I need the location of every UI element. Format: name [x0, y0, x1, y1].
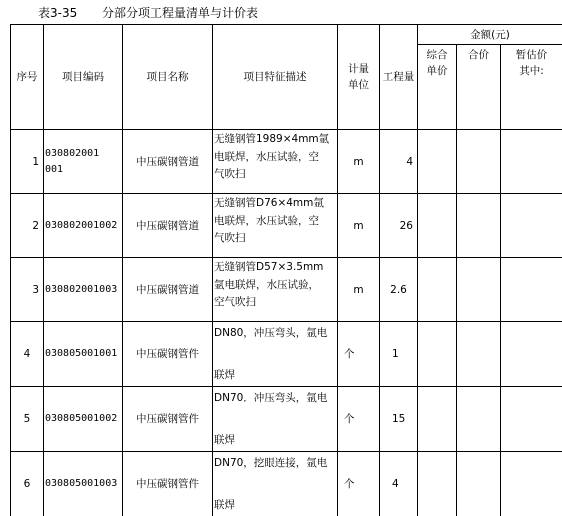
- cell-name: 中压碳钢管道: [123, 258, 213, 322]
- cell-feature: [213, 387, 338, 452]
- feature-line: [214, 344, 336, 365]
- header-estimate-line1: 暂估价: [515, 49, 548, 61]
- feature-line: 气吹扫: [214, 168, 246, 180]
- table-title: 分部分项工程量清单与计价表: [102, 6, 259, 20]
- feature-line: 联焊: [214, 499, 235, 511]
- feature-line: DN70，挖眼连接，氩电: [214, 457, 328, 469]
- table-caption: [38, 4, 258, 21]
- cell-seq: 4: [11, 322, 44, 387]
- cell-code: 030802001003: [44, 258, 123, 322]
- cell-quantity: 1: [380, 322, 418, 387]
- header-name: 项目名称: [123, 25, 213, 130]
- header-amount: 金额(元): [418, 25, 562, 45]
- cell-total: [457, 258, 501, 322]
- cell-unit-price: [418, 452, 457, 516]
- cell-quantity: 15: [380, 387, 418, 452]
- header-feature: 项目特征描述: [213, 25, 338, 130]
- table-row: [11, 194, 562, 258]
- cell-estimate: [501, 322, 562, 387]
- cell-feature: [213, 452, 338, 516]
- cell-name: 中压碳钢管件: [123, 452, 213, 516]
- cell-total: [457, 194, 501, 258]
- cell-unit: m: [338, 258, 380, 322]
- cell-unit: m: [338, 194, 380, 258]
- cell-unit-price: [418, 322, 457, 387]
- cell-name: 中压碳钢管道: [123, 194, 213, 258]
- feature-line: 无缝钢管D57×3.5mm: [214, 261, 324, 273]
- cell-code: 030805001001: [44, 322, 123, 387]
- cell-code: 030805001003: [44, 452, 123, 516]
- cell-estimate: [501, 194, 562, 258]
- feature-line: 无缝钢管D76×4mm氩: [214, 197, 324, 209]
- cell-estimate: [501, 452, 562, 516]
- cell-quantity: 2.6: [380, 258, 418, 322]
- cell-total: [457, 452, 501, 516]
- header-estimate-line2: 其中:: [519, 65, 544, 77]
- header-seq: 序号: [11, 25, 44, 130]
- header-unit-price: [418, 45, 457, 130]
- header-total: 合价: [457, 45, 501, 130]
- cell-seq: 3: [11, 258, 44, 322]
- header-code: 项目编码: [44, 25, 123, 130]
- cell-total: [457, 130, 501, 194]
- cell-unit: 个: [338, 387, 380, 452]
- feature-line: 电联焊，水压试验，空: [214, 150, 319, 163]
- cell-total: [457, 387, 501, 452]
- table-row: [11, 258, 562, 322]
- header-estimate: [501, 45, 562, 130]
- cell-quantity: 4: [380, 130, 418, 194]
- header-quantity: 工程量: [380, 25, 418, 130]
- cell-feature: [213, 258, 338, 322]
- cell-quantity: 4: [380, 452, 418, 516]
- header-unit-price-line2: 单价: [426, 65, 448, 77]
- cell-seq: 2: [11, 194, 44, 258]
- cell-feature: [213, 130, 338, 194]
- cell-unit: m: [338, 130, 380, 194]
- cell-seq: 5: [11, 387, 44, 452]
- cell-feature: [213, 194, 338, 258]
- cell-name: 中压碳钢管件: [123, 322, 213, 387]
- cell-code: 030802001 001: [44, 130, 123, 194]
- table-number: 表3-35: [38, 6, 78, 20]
- cell-feature: [213, 322, 338, 387]
- feature-line: 联焊: [214, 434, 235, 446]
- cell-seq: 6: [11, 452, 44, 516]
- feature-line: 联焊: [214, 369, 235, 381]
- table-row: [11, 387, 562, 452]
- feature-line: [214, 474, 336, 495]
- header-unit-line2: 单位: [348, 79, 369, 91]
- table-row: [11, 452, 562, 516]
- cell-estimate: [501, 258, 562, 322]
- cell-unit-price: [418, 387, 457, 452]
- cell-code: 030805001002: [44, 387, 123, 452]
- bill-of-quantities-table-frame: [10, 24, 562, 516]
- feature-line: DN80，冲压弯头，氩电: [214, 327, 328, 339]
- header-row-1: [11, 25, 562, 45]
- feature-line: 气吹扫: [214, 232, 246, 244]
- cell-name: 中压碳钢管道: [123, 130, 213, 194]
- cell-unit: 个: [338, 322, 380, 387]
- feature-line: DN70．冲压弯头，氩电: [214, 392, 328, 404]
- cell-unit: 个: [338, 452, 380, 516]
- cell-estimate: [501, 130, 562, 194]
- header-unit: [338, 25, 380, 130]
- table-row: [11, 130, 562, 194]
- feature-line: 空气吹扫: [214, 296, 256, 308]
- table-row: [11, 322, 562, 387]
- cell-code: 030802001002: [44, 194, 123, 258]
- cell-estimate: [501, 387, 562, 452]
- cell-unit-price: [418, 194, 457, 258]
- cell-seq: 1: [11, 130, 44, 194]
- header-unit-line1: 计量: [348, 63, 369, 75]
- cell-total: [457, 322, 501, 387]
- feature-line: 电联焊，水压试验，空: [214, 214, 319, 227]
- feature-line: 氩电联焊，水压试验，: [214, 278, 319, 291]
- cell-quantity: 26: [380, 194, 418, 258]
- cell-name: 中压碳钢管件: [123, 387, 213, 452]
- cell-unit-price: [418, 130, 457, 194]
- feature-line: 无缝钢管1989×4mm氩: [214, 133, 330, 145]
- bill-of-quantities-table: [10, 24, 562, 516]
- header-unit-price-line1: 综合: [426, 49, 448, 61]
- feature-line: [214, 409, 336, 430]
- cell-unit-price: [418, 258, 457, 322]
